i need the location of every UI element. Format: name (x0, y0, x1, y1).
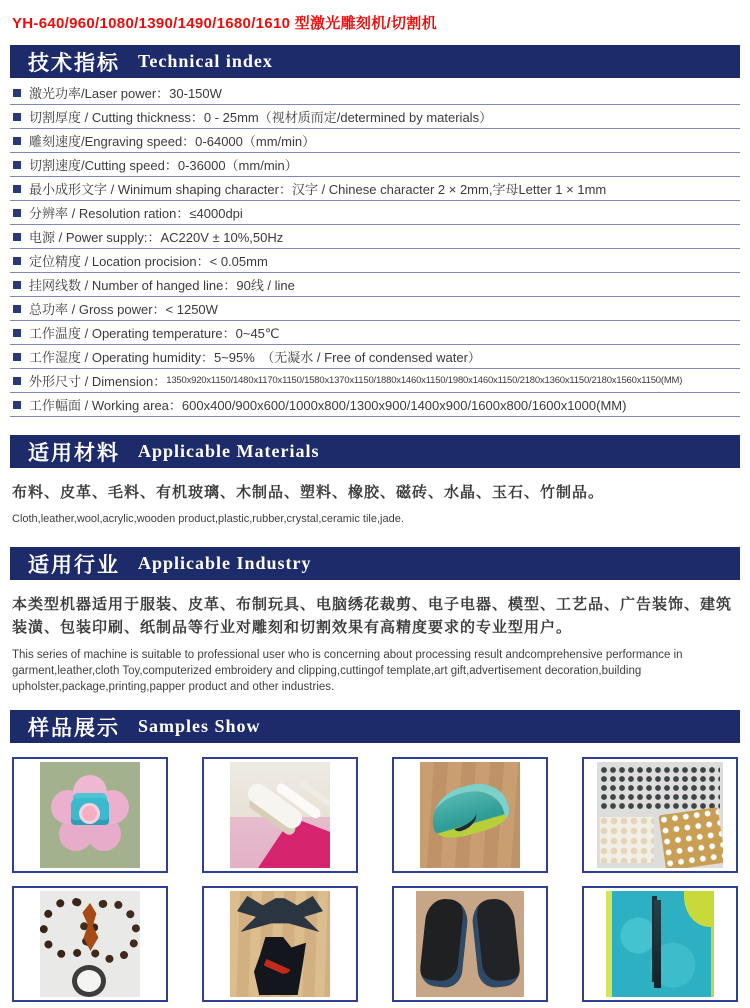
sample-photo-sneaker (392, 757, 548, 873)
filigree-belts-image (40, 891, 140, 997)
square-bullet-icon (13, 137, 21, 145)
page-title: YH-640/960/1080/1390/1490/1680/1610 型激光雕刻机/切割机 (12, 15, 437, 32)
spec-row-laser-power (10, 81, 740, 105)
industry-text-zh: 本类型机器适用于服装、皮革、布制玩具、电脑绣花裁剪、电子电器、模型、工艺品、广告装饰、建筑装潢、包装印刷、纸制品等行业对雕刻和切割效果有高精度要求的专业型用户。 (12, 596, 733, 636)
section-header-materials (10, 435, 740, 468)
spec-text: 外形尺寸 / Dimension： (29, 374, 167, 389)
spec-row-gross-power (10, 297, 740, 321)
spec-text: 工作湿度 / Operating humidity：5~95% （无凝水 / Free of condensed water） (29, 350, 481, 365)
filigree-ornament-shape (80, 903, 100, 951)
square-bullet-icon (13, 113, 21, 121)
zipper-fabric-image (606, 891, 714, 997)
square-bullet-icon (13, 377, 21, 385)
sample-photo-flower-cutout (12, 757, 168, 873)
square-bullet-icon (13, 161, 21, 169)
section-title-en: Applicable Industry (138, 553, 312, 573)
square-bullet-icon (13, 329, 21, 337)
spec-text: 切割速度/Cutting speed：0-36000（mm/min） (29, 158, 298, 173)
sample-photo-shoe-parts (202, 886, 358, 1002)
square-bullet-icon (13, 185, 21, 193)
spec-row-operating-temperature (10, 321, 740, 345)
shoe-parts-image (230, 891, 330, 997)
spec-text: 工作幅面 / Working area：600x400/900x600/1000x800/1300x900/1400x900/1600x800/1600x1000(MM) (29, 398, 627, 413)
section-title-zh: 技术指标 (28, 51, 120, 75)
square-bullet-icon (13, 281, 21, 289)
belt-ring-shape (72, 965, 106, 997)
square-bullet-icon (13, 209, 21, 217)
spec-row-hanged-lines (10, 273, 740, 297)
square-bullet-icon (13, 305, 21, 313)
spec-row-engraving-speed (10, 129, 740, 153)
industry-text-en: This series of machine is suitable to professional user who is concerning about processing result andcomprehensive performance in garment,leather,cloth Toy,computerized embroidery and clipping,cuttingof template,art gift,advertisement decoration,building upholster,package,printing,papper product and other industries. (12, 649, 683, 693)
perforated-sheets-image (597, 762, 723, 868)
square-bullet-icon (13, 233, 21, 241)
spec-text: 挂网线数 / Number of hanged line：90线 / line (29, 278, 295, 293)
spec-row-location-precision (10, 249, 740, 273)
spec-text: 分辨率 / Resolution ration：≤4000dpi (29, 206, 243, 221)
section-title-zh: 适用材料 (28, 441, 120, 465)
spec-row-min-character (10, 177, 740, 201)
sample-photo-shoe-soles (392, 886, 548, 1002)
sample-photo-heel-sandal (202, 757, 358, 873)
spec-dimension-values: 1350x920x1150/1480x1170x1150/1580x1370x1150/1880x1460x1150/1980x1460x1150/2180x1360x1150/2180x1560x1150(MM) (166, 375, 683, 386)
sample-photo-zipper-fabric (582, 886, 738, 1002)
spec-row-dimension (10, 369, 740, 393)
shoe-soles-image (416, 891, 524, 997)
square-bullet-icon (13, 401, 21, 409)
square-bullet-icon (13, 353, 21, 361)
section-title-en: Samples Show (138, 716, 261, 736)
spec-list (10, 81, 740, 417)
spec-row-operating-humidity (10, 345, 740, 369)
section-header-samples (10, 710, 740, 743)
small-flower-shape (82, 806, 97, 821)
square-bullet-icon (13, 89, 21, 97)
sample-photo-filigree-belts (12, 886, 168, 1002)
samples-grid (10, 757, 740, 1002)
sneaker-image (420, 762, 520, 868)
spec-text: 雕刻速度/Engraving speed：0-64000（mm/min） (29, 134, 316, 149)
sample-photo-perforated-sheets (582, 757, 738, 873)
section-title-zh: 适用行业 (28, 553, 120, 577)
spec-text: 工作温度 / Operating temperature：0~45℃ (29, 326, 280, 341)
tan-perforated-sheet-shape (658, 807, 723, 868)
spec-row-cutting-thickness (10, 105, 740, 129)
section-title-en: Applicable Materials (138, 441, 320, 461)
section-header-technical (10, 45, 740, 78)
materials-text-zh: 布料、皮革、毛料、有机玻璃、木制品、塑料、橡胶、磁砖、水晶、玉石、竹制品。 (12, 484, 605, 501)
section-header-industry (10, 547, 740, 580)
spec-text: 切割厚度 / Cutting thickness：0 - 25mm（视材质而定/determined by materials） (29, 110, 493, 125)
red-swoosh-shape (264, 959, 291, 976)
flower-cutout-image (40, 762, 140, 868)
materials-text-en: Cloth,leather,wool,acrylic,wooden product,plastic,rubber,crystal,ceramic tile,jade. (12, 513, 404, 525)
section-title-en: Technical index (138, 51, 273, 71)
spec-text: 最小成形文字 / Winimum shaping character：汉字 / Chinese character 2 × 2mm,字母Letter 1 × 1mm (29, 182, 607, 197)
spec-text: 激光功率/Laser power：30-150W (29, 86, 222, 101)
spec-row-power-supply (10, 225, 740, 249)
section-title-zh: 样品展示 (28, 716, 120, 740)
spec-row-working-area (10, 393, 740, 417)
square-bullet-icon (13, 257, 21, 265)
spec-row-cutting-speed (10, 153, 740, 177)
spec-text: 总功率 / Gross power：< 1250W (29, 302, 218, 317)
heel-sandal-image (230, 762, 330, 868)
spec-text: 定位精度 / Location procision：< 0.05mm (29, 254, 268, 269)
spec-text: 电源 / Power supply:：AC220V ± 10%,50Hz (29, 230, 284, 245)
spec-row-resolution (10, 201, 740, 225)
